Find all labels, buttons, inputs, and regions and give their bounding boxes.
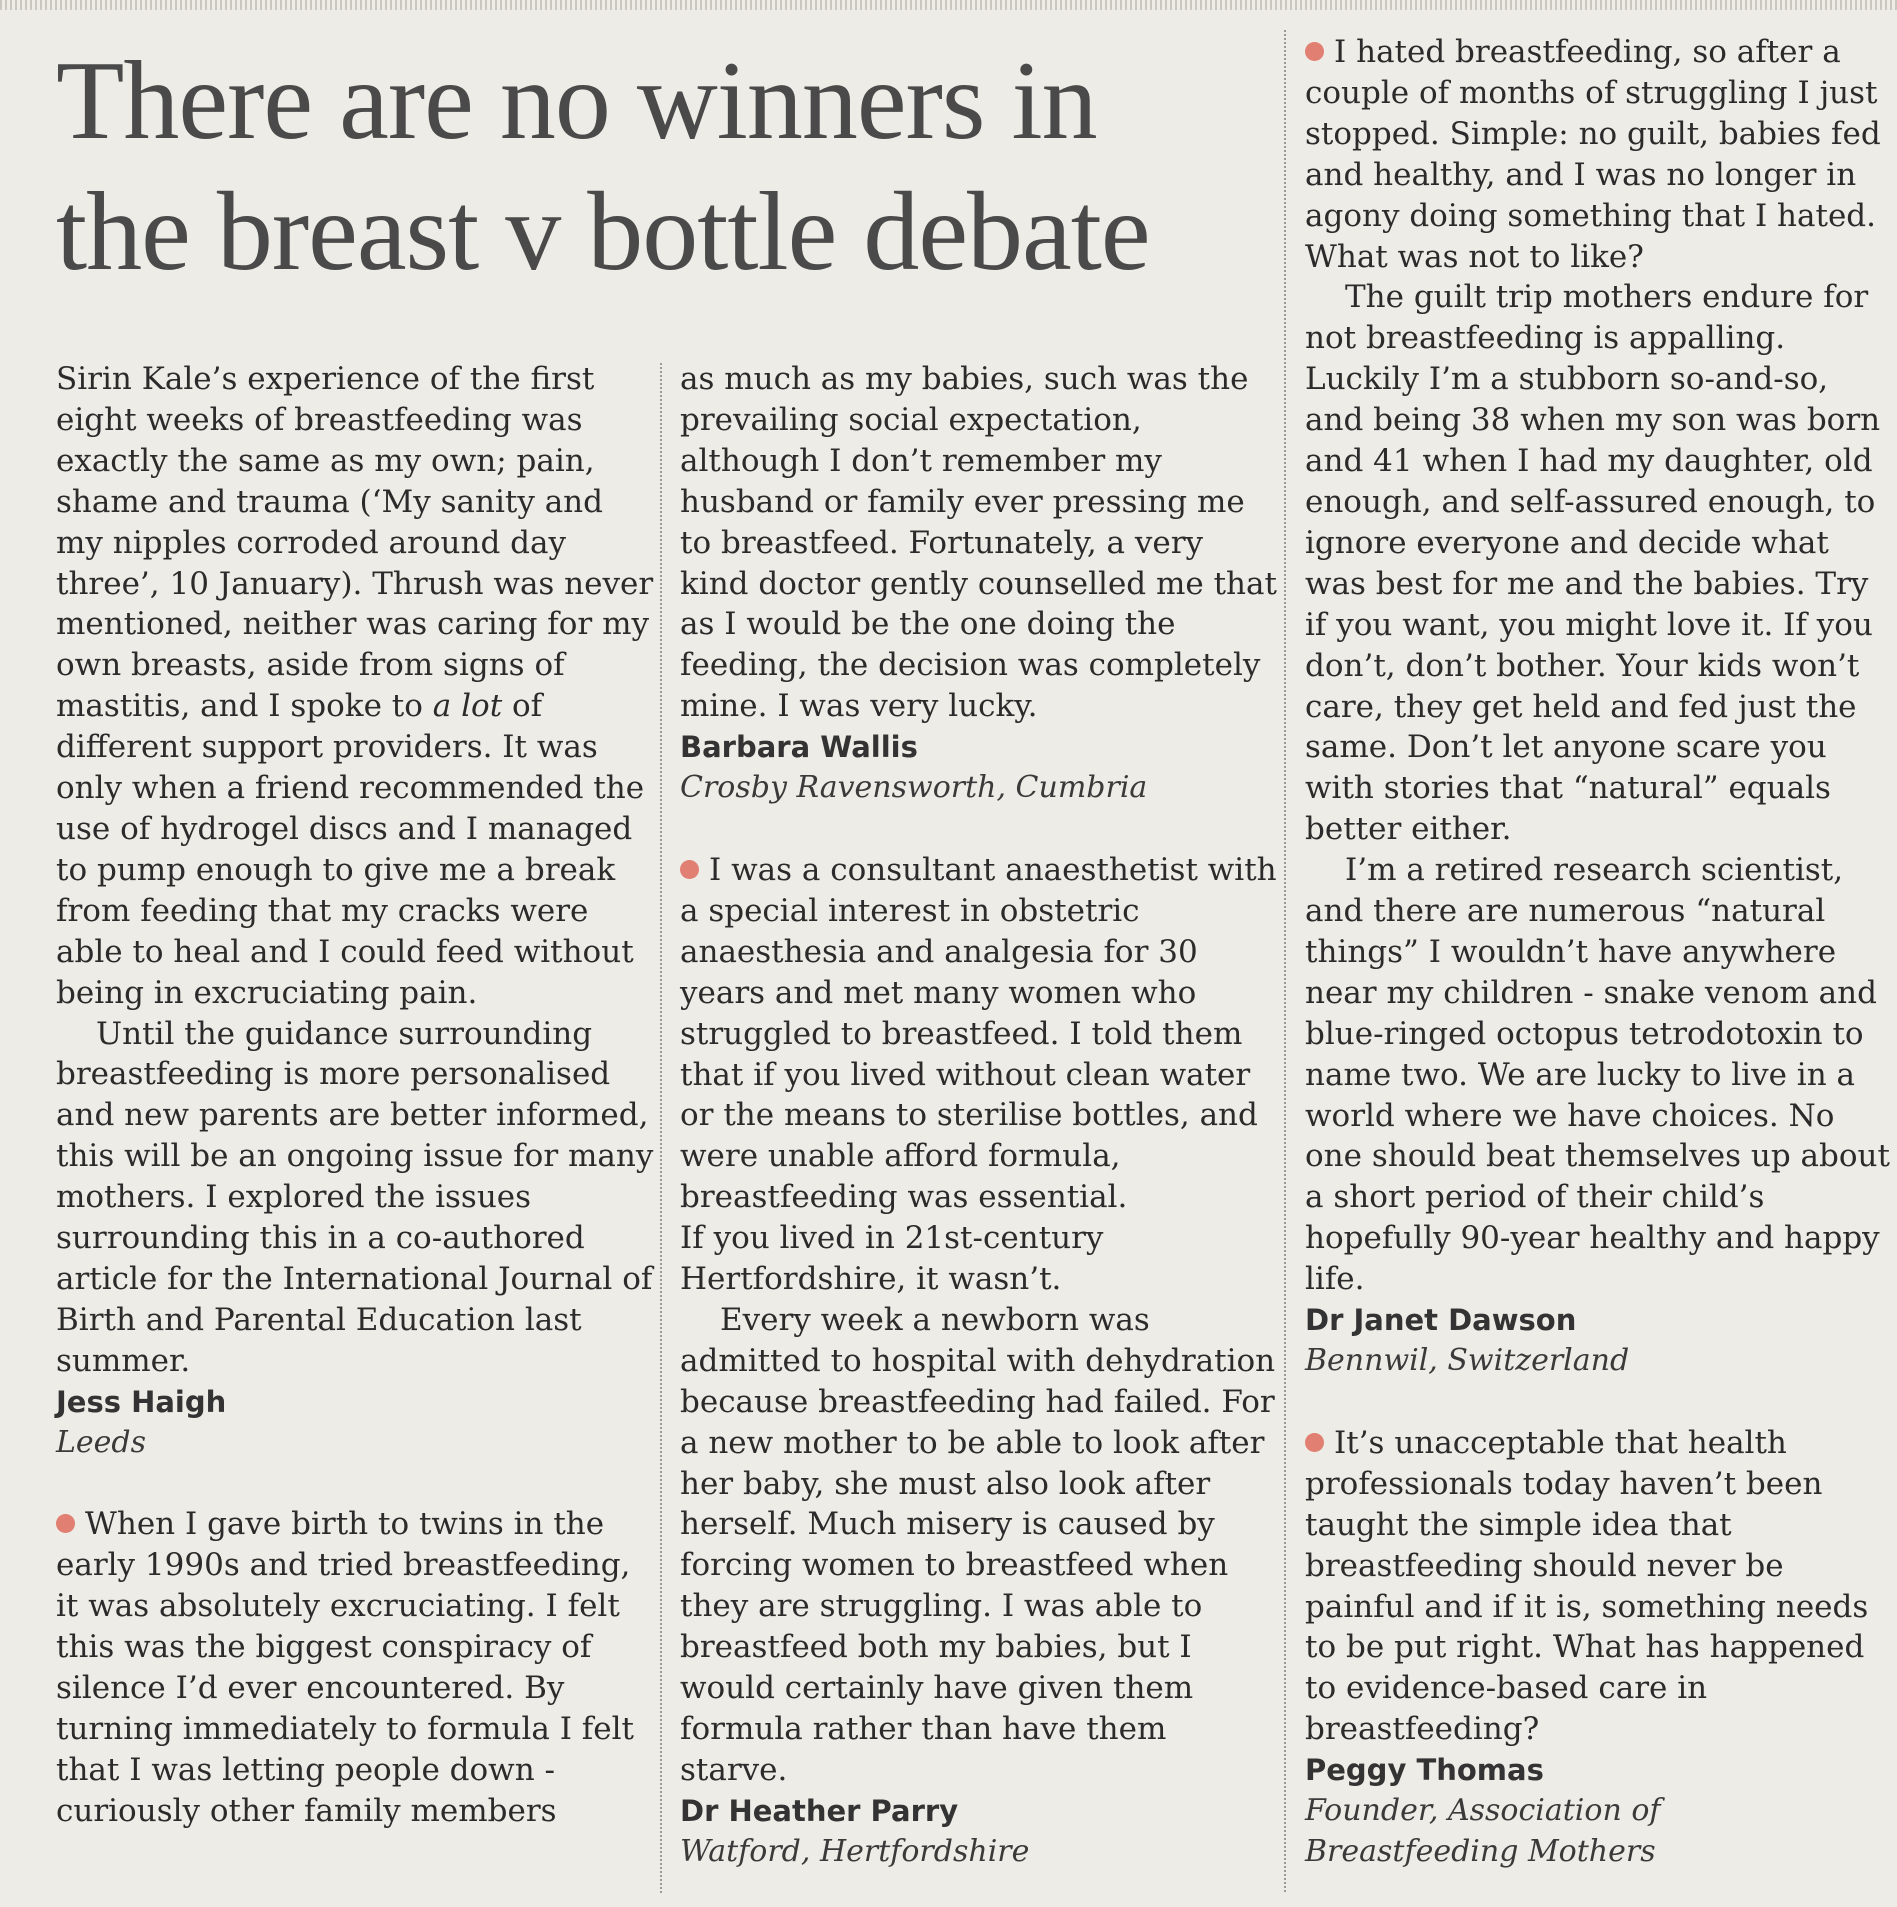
column-divider-2 [1284,30,1286,1892]
text: If you lived in 21st-century Hertfordshire, it wasn’t. [680,1220,1104,1298]
letter-2-paragraph-1 [56,1504,656,1831]
text: I hated breastfeeding, so after a couple of months of struggling I just stopped. Simple: no guilt, babies fed and healthy, and I was no longer in agony doing something that I hated. What was not to like? [1305,34,1881,275]
bullet-icon [1305,42,1324,61]
letter-4-paragraph-1 [1305,32,1890,277]
top-edge [0,0,1897,10]
letter-4-location: Bennwil, Switzerland [1305,1343,1630,1378]
letter-5-location [1305,1791,1890,1873]
text: It’s unacceptable that health professionals today haven’t been taught the simple idea that breastfeeding should never be painful and if it is, something needs to be put right. What has happened to evidence-based care in breastfeeding? [1305,1424,1869,1748]
letter-3-paragraph-1 [680,850,1280,1300]
text: When I gave birth to twins in the early 1990s and tried breastfeeding, it was absolutely excruciating. I felt this was the biggest conspiracy of silence I’d ever encountered. By turning immediately to formula I felt that I was letting people down - curiously other family members [56,1506,634,1829]
headline-line-2: the breast v bottle debate [56,170,1150,295]
column-2 [680,359,1280,1873]
text: Breastfeeding Mothers [1305,1833,1656,1869]
column-1 [56,359,656,1832]
letter-2-author: Barbara Wallis [680,730,918,765]
bullet-icon [56,1514,75,1533]
letter-1-location: Leeds [56,1424,147,1460]
letter-4-paragraph-2: The guilt trip mothers endure for not breastfeeding is appalling. Luckily I’m a stubborn so-and-so, and being 38 when my son was born and 41 when I had my daughter, old enough, and self-assured enough, to ignore everyone and decide what was best for me and the babies. Try if you want, you might love it. If you don’t, don’t bother. Your kids won’t care, they get held and fed just the same. Don’t let anyone scare you with stories that “natural” equals better either. [1305,279,1881,848]
letter-1-author: Jess Haigh [56,1384,227,1419]
column-divider-1 [660,363,662,1893]
headline-line-1: There are no winners in [56,39,1097,163]
bullet-icon [1305,1433,1324,1452]
letter-2-paragraph-1-continued: as much as my babies, such was the prevailing social expectation, although I don’t remember my husband or family ever pressing me to breastfeed. Fortunately, a very kind doctor gently counselled me that as I would be the one doing the feeding, the decision was completely mine. I was very lucky. [680,361,1277,725]
letter-4-paragraph-3: I’m a retired research scientist, and there are numerous “natural things” I wouldn’t have anywhere near my children - snake venom and blue-ringed octopus tetrodotoxin to name two. We are lucky to live in a world where we have choices. No one should beat themselves up about a short period of their child’s hopefully 90-year healthy and happy life. [1305,852,1890,1298]
letter-3-location: Watford, Hertfordshire [680,1833,1030,1869]
letter-4-author: Dr Janet Dawson [1305,1303,1577,1338]
letter-1-paragraph-2: Until the guidance surrounding breastfeeding is more personalised and new parents are better informed, this will be an ongoing issue for many mothers. I explored the issues surrounding this in a co-authored article for the International Journal of Birth and Parental Education last summer. [56,1015,654,1379]
letter-3-paragraph-2: Every week a newborn was admitted to hospital with dehydration because breastfeeding had failed. For a new mother to be able to look after her baby, she must also look after herself. Much misery is caused by forcing women to breastfeed when they are struggling. I was able to breastfeed both my babies, but I would certainly have given them formula rather than have them starve. [680,1301,1276,1788]
bullet-icon [680,860,699,879]
letter-5-paragraph-1 [1305,1423,1890,1750]
headline [56,36,1256,298]
letter-5-author: Peggy Thomas [1305,1753,1544,1788]
letter-3-author: Dr Heather Parry [680,1793,959,1828]
text: Founder, Association of [1305,1793,1661,1829]
column-3 [1305,32,1890,1873]
text: Sirin Kale’s experience of the first eight weeks of breastfeeding was exactly the same as my own; pain, shame and trauma (‘My sanity and my nipples corroded around day three’, 10 January). Thrush was never mentioned, neither was caring for my own breasts, aside from signs of mastitis, and I spoke to [56,361,654,725]
text: I was a consultant anaesthetist with a special interest in obstetric anaesthesia and analgesia for 30 years and met many women who struggled to breastfeed. I told them that if you lived without clean water or the means to sterilise bottles, and were unable afford formula, breastfeeding was essential. [680,851,1277,1216]
emphasis: a lot [432,688,503,725]
letter-1-paragraph-1 [56,359,656,1014]
letter-2-location: Crosby Ravensworth, Cumbria [680,770,1148,806]
text: of different support providers. It was only when a friend recommended the use of hydrogel discs and I managed to pump enough to give me a break from feeding that my cracks were able to heal and I could feed without being in excruciating pain. [56,688,645,1011]
